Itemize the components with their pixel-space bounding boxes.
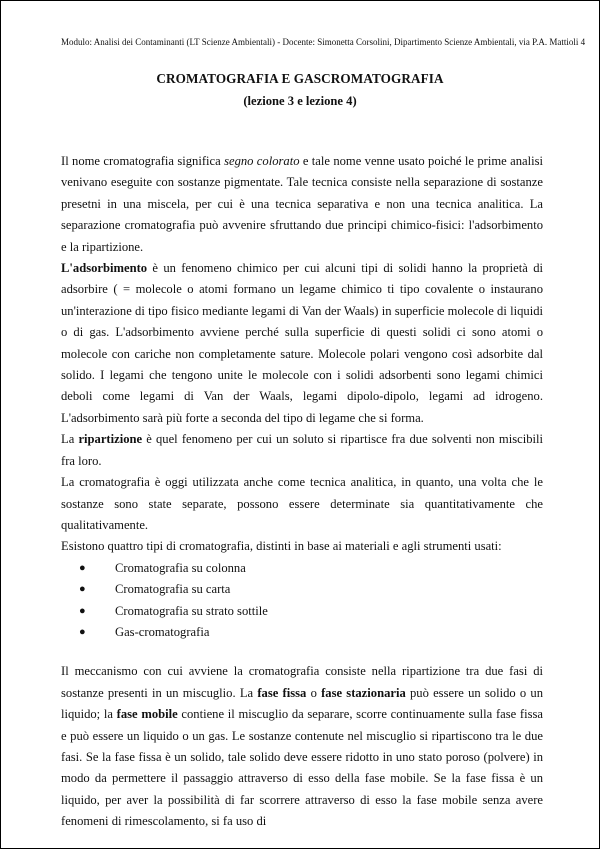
- paragraph-analitica: La cromatografia è oggi utilizzata anche come tecnica analitica, in quanto, una volta che le sostanze sono state separate, possono essere determinate sia quantitativamente che qualitativamente.: [61, 475, 543, 532]
- paragraph-adsorbimento: [61, 258, 543, 429]
- meccanismo-text-4: contiene il miscuglio da separare, scorre continuamente sulla fase fissa e può essere un liquido o un gas. Le sostanze contenute nel miscuglio si ripartiscono tra le due fasi. Se la fase fissa è un solido, tale solido deve essere ridotto in uno stato poroso (polvere) in modo da permettere il passaggio attraverso di esso della fase mobile. Se la fase fissa è un liquido, per aver la possibilità di far scorrere attraverso di esso la fase mobile senza avere fenomeni di rimescolamento, si fa uso di: [61, 707, 543, 829]
- list-item-label: Gas-cromatografia: [115, 624, 210, 639]
- term-fase-mobile: fase mobile: [116, 707, 178, 722]
- paragraph-ripartizione-pre: La: [61, 432, 79, 447]
- list-item: [79, 601, 543, 622]
- meccanismo-text-1: Il meccanismo con cui avviene la cromatografia consiste nella ripartizione tra due fasi di sostanze presenti in un miscuglio. La: [61, 664, 543, 700]
- document-subtitle: (lezione 3 e lezione 4): [243, 94, 357, 108]
- paragraph-adsorbimento-text: è un fenomeno chimico per cui alcuni tipi di solidi hanno la proprietà di adsorbire ( = molecole o atomi formano un legame chimico ti tipo covalente o instaurano un'interazione di tipo fisico mediante legami di Van der Waals) in superficie molecole di liquidi o di gas. L'adsorbimento avviene perché sulla superficie di questi solidi ci sono atomi o molecole con cariche non completamente sature. Molecole polari vengono così adsorbite dal solido. I legami che tengono unite le molecole con i solidi adsorbenti sono legami chimici deboli come legami di Van der Waals, legami dipolo-dipolo, legami ad idrogeno. L'adsorbimento sarà più forte a seconda del tipo di legame che si forma.: [61, 261, 543, 425]
- list-item-label: Cromatografia su colonna: [115, 560, 246, 575]
- term-fase-stazionaria: fase stazionaria: [321, 685, 406, 700]
- term-fase-fissa: fase fissa: [257, 685, 307, 700]
- bullet-icon: ●: [79, 583, 86, 596]
- list-item: [79, 622, 543, 643]
- list-item-label: Cromatografia su strato sottile: [115, 603, 268, 618]
- bullet-icon: ●: [79, 604, 86, 617]
- paragraph-intro-post: e tale nome venne usato poiché le prime analisi venivano eseguite con sostanze pigmentate. Tale tecnica consiste nella separazione di sostanze presetni in una miscela, per cui è una tecnica separativa e non una tecnica analitica. La separazione cromatografia può avvenire sfruttando due principi chimico-fisici: l'adsorbimento e la ripartizione.: [61, 154, 543, 254]
- paragraph-meccanismo: [61, 661, 543, 832]
- term-ripartizione: ripartizione: [78, 432, 143, 447]
- bullet-icon: ●: [79, 561, 86, 574]
- paragraph-intro-italic: segno colorato: [224, 154, 300, 168]
- paragraph-ripartizione-post: è quel fenomeno per cui un soluto si ripartisce fra due solventi non miscibili fra loro.: [61, 432, 543, 468]
- chromatography-types-list: [61, 558, 543, 644]
- meccanismo-text-3: può essere un solido o un liquido; la: [61, 685, 544, 722]
- running-header: Modulo: Analisi dei Contaminanti (LT Scienze Ambientali) - Docente: Simonetta Corsolini, Dipartimento Scienze Ambientali, via P.A. Mattioli 4: [61, 37, 586, 47]
- bullet-icon: ●: [79, 625, 86, 638]
- paragraph-ripartizione: [61, 429, 543, 472]
- list-item: [79, 579, 543, 600]
- paragraph-tipi: Esistono quattro tipi di cromatografia, distinti in base ai materiali e agli strumenti usati:: [61, 539, 502, 554]
- paragraph-intro-pre: Il nome cromatografia significa: [61, 154, 225, 168]
- body-text: [61, 151, 543, 833]
- list-item: [79, 558, 543, 579]
- paragraph-intro: [61, 151, 543, 258]
- paragraph-spacer: [61, 643, 543, 661]
- term-adsorbimento: L'adsorbimento: [61, 261, 148, 276]
- document-title: CROMATOGRAFIA E GASCROMATOGRAFIA: [156, 71, 444, 86]
- meccanismo-text-2: o: [306, 685, 322, 700]
- list-item-label: Cromatografia su carta: [115, 582, 231, 597]
